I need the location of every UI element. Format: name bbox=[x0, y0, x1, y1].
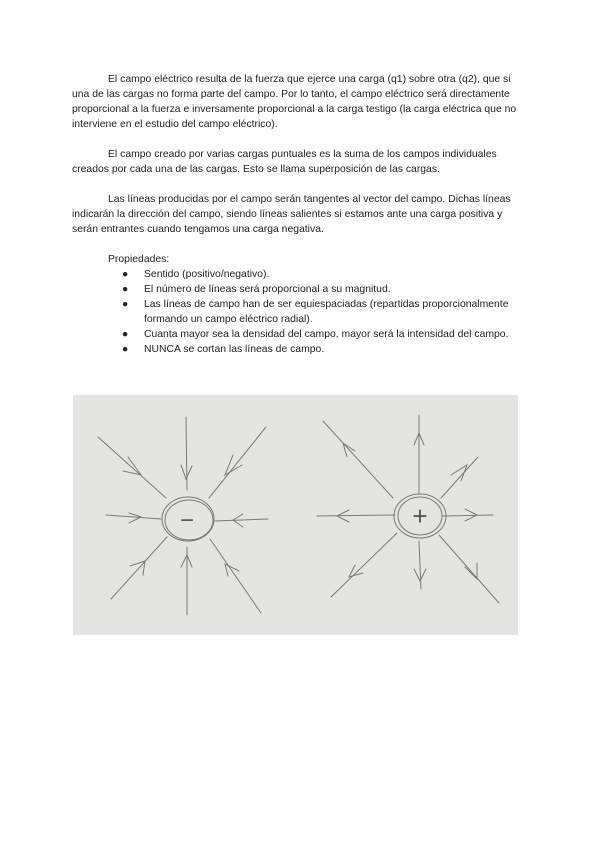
list-item-text: Las líneas de campo han de ser equiespaciadas (repartidas proporcionalmente formando un campo eléctrico radial). bbox=[144, 299, 509, 325]
list-item-text: Cuanta mayor sea la densidad del campo, mayor será la intensidad del campo. bbox=[144, 329, 509, 340]
paragraph-electric-field: El campo eléctrico resulta de la fuerza que ejerce una carga (q1) sobre otra (q2), que si una de las cargas no forma parte del campo. Por lo tanto, el campo eléctrico será directamente proporcional a la fuerza e inversamente proporcional a la carga testigo (la carga eléctrica que no interviene en el estudio del campo eléctrico). bbox=[72, 74, 517, 130]
properties-section bbox=[108, 252, 528, 357]
paragraph-field-lines: Las líneas producidas por el campo serán tangentes al vector del campo. Dichas líneas indicarán la dirección del campo, siendo líneas salientes si estamos ante una carga positiva y serán entrantes cuando tengamos una carga negativa. bbox=[72, 194, 511, 235]
bullet-icon: ● bbox=[122, 329, 129, 340]
sketch-svg bbox=[73, 395, 518, 635]
list-item-text: Sentido (positivo/negativo). bbox=[144, 269, 270, 280]
properties-title: Propiedades: bbox=[108, 254, 170, 265]
list-item bbox=[122, 327, 528, 342]
properties-list bbox=[108, 267, 528, 357]
list-item-text: El número de líneas será proporcional a su magnitud. bbox=[144, 284, 391, 295]
field-lines-sketch bbox=[73, 395, 518, 635]
list-item bbox=[122, 342, 528, 357]
list-item bbox=[122, 282, 528, 297]
bullet-icon: ● bbox=[122, 269, 129, 280]
list-item bbox=[122, 267, 528, 282]
list-item-text: NUNCA se cortan las líneas de campo. bbox=[144, 344, 325, 355]
list-item bbox=[122, 297, 528, 327]
positive-charge-field bbox=[317, 415, 499, 603]
bullet-icon: ● bbox=[122, 344, 129, 355]
body-text bbox=[72, 72, 528, 252]
bullet-icon: ● bbox=[122, 284, 129, 295]
bullet-icon: ● bbox=[122, 299, 129, 310]
paragraph-superposition: El campo creado por varias cargas puntuales es la suma de los campos individuales creados por cada una de las cargas. Esto se llama superposición de las cargas. bbox=[72, 149, 497, 175]
positive-sign-icon: + bbox=[412, 501, 428, 531]
negative-sign-icon: − bbox=[179, 507, 195, 534]
